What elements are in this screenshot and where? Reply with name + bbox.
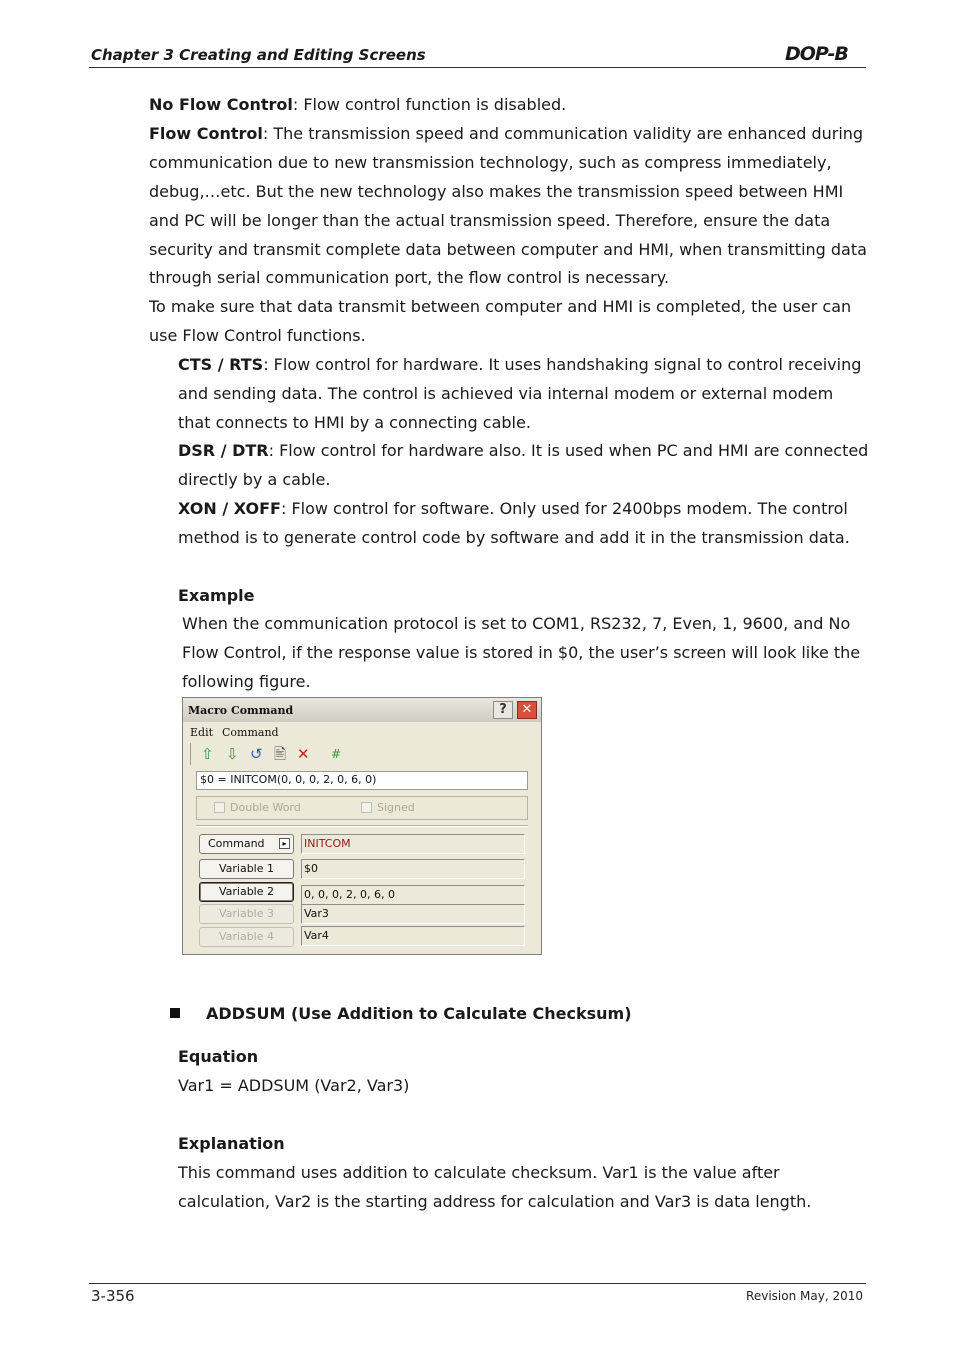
dsr-term: DSR / DTR xyxy=(178,441,269,460)
no-flow-paragraph xyxy=(149,95,566,115)
help-button[interactable]: ? xyxy=(493,701,513,719)
options-group xyxy=(196,796,528,820)
macro-command-dialog xyxy=(182,697,542,955)
command-value: INITCOM xyxy=(301,834,525,854)
dop-b-logo xyxy=(783,42,867,64)
macro-toolbar xyxy=(190,743,351,765)
move-up-icon[interactable]: ⇧ xyxy=(201,745,214,763)
example-heading: Example xyxy=(178,586,255,605)
undo-icon[interactable]: ↺ xyxy=(250,745,263,763)
cts-paragraph-line: and sending data. The control is achieved via internal modem or external modem xyxy=(178,384,834,403)
xon-text: : Flow control for software. Only used for 2400bps modem. The control xyxy=(280,499,848,518)
variable-1-button[interactable]: Variable 1 xyxy=(199,859,294,879)
comment-icon[interactable]: # xyxy=(331,747,342,761)
ensure-paragraph-line: use Flow Control functions. xyxy=(149,326,366,345)
delete-icon[interactable]: ✕ xyxy=(297,745,310,763)
close-button[interactable]: ✕ xyxy=(517,701,537,719)
expression-field[interactable]: $0 = INITCOM(0, 0, 0, 2, 0, 6, 0) xyxy=(196,771,528,790)
no-flow-text: : Flow control function is disabled. xyxy=(292,95,567,114)
equation-heading: Equation xyxy=(178,1047,259,1066)
cts-term: CTS / RTS xyxy=(178,355,264,374)
double-word-checkbox[interactable] xyxy=(214,802,225,813)
flow-paragraph-line: debug,…etc. But the new technology also makes the transmission speed between HMI xyxy=(149,182,844,201)
cts-paragraph-line: that connects to HMI by a connecting cable. xyxy=(178,413,531,432)
dialog-divider xyxy=(196,825,528,827)
flow-paragraph-line: communication due to new transmission technology, such as compress immediately, xyxy=(149,153,832,172)
signed-label: Signed xyxy=(377,801,415,814)
flow-paragraph-line xyxy=(149,124,863,144)
ensure-paragraph-line: To make sure that data transmit between computer and HMI is completed, the user can xyxy=(149,297,852,316)
xon-term: XON / XOFF xyxy=(178,499,281,518)
equation-text: Var1 = ADDSUM (Var2, Var3) xyxy=(178,1076,410,1095)
dialog-titlebar xyxy=(183,698,541,722)
xon-paragraph-line: method is to generate control code by software and add it in the transmission data. xyxy=(178,528,850,547)
command-label: Command xyxy=(208,837,265,850)
flow-text: : The transmission speed and communication validity are enhanced during xyxy=(262,124,864,143)
move-down-icon[interactable]: ⇩ xyxy=(226,745,239,763)
explanation-line: This command uses addition to calculate checksum. Var1 is the value after xyxy=(178,1163,780,1182)
variable-2-field[interactable]: 0, 0, 0, 2, 0, 6, 0 xyxy=(301,885,525,905)
flow-paragraph-line: security and transmit complete data between computer and HMI, when transmitting data xyxy=(149,240,867,259)
menu-edit[interactable]: Edit xyxy=(190,726,214,739)
page-number: 3-356 xyxy=(91,1287,135,1305)
variable-1-field[interactable]: $0 xyxy=(301,859,525,879)
dsr-paragraph-line: directly by a cable. xyxy=(178,470,331,489)
signed-checkbox[interactable] xyxy=(361,802,372,813)
explanation-line: calculation, Var2 is the starting address for calculation and Var3 is data length. xyxy=(178,1192,812,1211)
variable-2-button[interactable]: Variable 2 xyxy=(199,882,294,902)
addsum-heading: ADDSUM (Use Addition to Calculate Checksum) xyxy=(206,1004,632,1023)
variable-4-button[interactable]: Variable 4 xyxy=(199,927,294,947)
flow-term: Flow Control xyxy=(149,124,263,143)
xon-paragraph-line xyxy=(178,499,848,519)
command-button[interactable] xyxy=(199,834,294,854)
bullet-square-icon xyxy=(170,1008,180,1018)
footer-rule xyxy=(89,1283,866,1284)
dsr-text: : Flow control for hardware also. It is used when PC and HMI are connected xyxy=(268,441,869,460)
header-rule xyxy=(89,67,866,68)
chapter-title: Chapter 3 Creating and Editing Screens xyxy=(91,46,426,64)
notes-icon[interactable]: 🖹 xyxy=(274,745,287,763)
variable-4-field[interactable]: Var4 xyxy=(301,926,525,946)
variable-3-field[interactable]: Var3 xyxy=(301,904,525,924)
explanation-heading: Explanation xyxy=(178,1134,285,1153)
cts-paragraph-line xyxy=(178,355,861,375)
dialog-title: Macro Command xyxy=(188,704,294,717)
example-line: Flow Control, if the response value is stored in $0, the user’s screen will look like the xyxy=(182,643,861,662)
dropdown-arrow-icon: ▸ xyxy=(279,838,290,849)
menu-command[interactable]: Command xyxy=(222,726,279,739)
no-flow-term: No Flow Control xyxy=(149,95,293,114)
dsr-paragraph-line xyxy=(178,441,868,461)
example-line: When the communication protocol is set to COM1, RS232, 7, Even, 1, 9600, and No xyxy=(182,614,851,633)
flow-paragraph-line: and PC will be longer than the actual transmission speed. Therefore, ensure the data xyxy=(149,211,831,230)
double-word-label: Double Word xyxy=(230,801,301,814)
example-line: following figure. xyxy=(182,672,311,691)
flow-paragraph-line: through serial communication port, the flow control is necessary. xyxy=(149,268,670,287)
variable-3-button[interactable]: Variable 3 xyxy=(199,904,294,924)
logo-text: DOP-B xyxy=(785,43,848,64)
cts-text: : Flow control for hardware. It uses handshaking signal to control receiving xyxy=(263,355,862,374)
revision-date: Revision May, 2010 xyxy=(746,1289,863,1303)
